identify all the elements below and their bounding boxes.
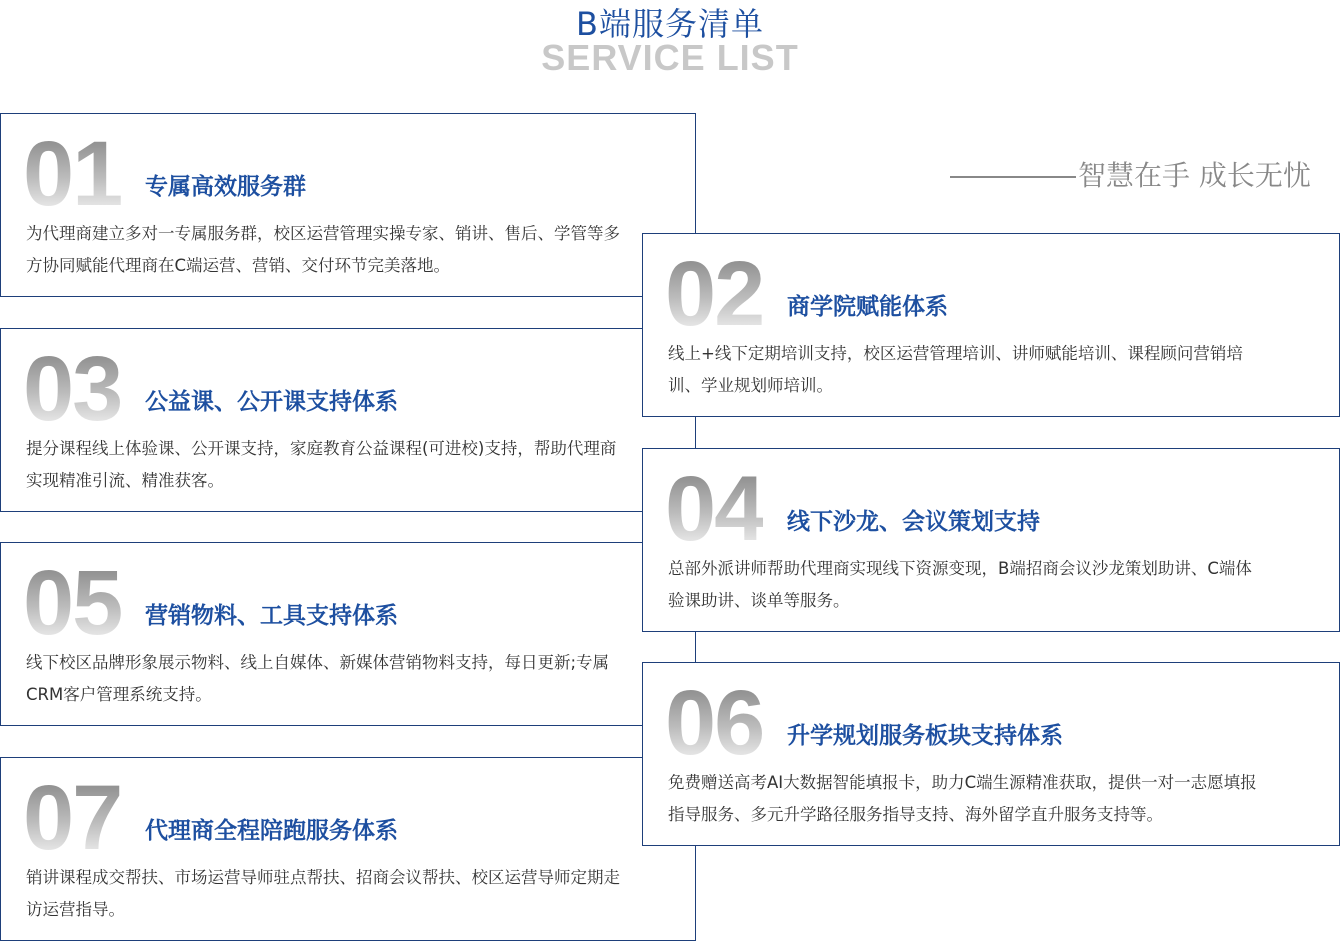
card-number: 01 [23,123,122,225]
card-number: 02 [665,243,764,345]
tagline [950,156,1330,196]
card-description: 免费赠送高考AI大数据智能填报卡，助力C端生源精准获取，提供一对一志愿填报指导服务、多元升学路径服务指导支持、海外留学直升服务支持等。 [668,773,1257,824]
card-title: 公益课、公开课支持体系 [145,389,398,415]
card-title: 营销物料、工具支持体系 [145,603,398,629]
card-title: 商学院赋能体系 [787,294,948,320]
card-number: 04 [665,458,764,560]
service-card-01 [0,113,696,297]
card-description: 为代理商建立多对一专属服务群，校区运营管理实操专家、销讲、售后、学管等多方协同赋能代理商在C端运营、营销、交付环节完美落地。 [26,224,620,275]
card-title: 线下沙龙、会议策划支持 [787,509,1040,535]
service-card-02 [642,233,1340,417]
card-title: 升学规划服务板块支持体系 [787,723,1063,749]
card-description: 销讲课程成交帮扶、市场运营导师驻点帮扶、招商会议帮扶、校区运营导师定期走访运营指导。 [26,868,620,919]
service-card-05 [0,542,696,726]
service-card-04 [642,448,1340,632]
page-subtitle: SERVICE LIST [541,37,799,78]
card-number: 05 [23,552,122,654]
service-card-03 [0,328,696,512]
card-title: 专属高效服务群 [145,174,306,200]
card-description: 线上+线下定期培训支持，校区运营管理培训、讲师赋能培训、课程顾问营销培训、学业规划师培训。 [668,344,1243,395]
card-title: 代理商全程陪跑服务体系 [145,818,398,844]
service-card-07 [0,757,696,941]
tagline-text: 智慧在手 成长无忧 [1078,159,1311,192]
tagline-dash [950,176,1076,178]
page-title: B端服务清单 [576,5,764,43]
card-number: 03 [23,338,122,440]
card-number: 06 [665,672,764,774]
card-number: 07 [23,767,122,869]
service-card-06 [642,662,1340,846]
card-description: 总部外派讲师帮助代理商实现线下资源变现，B端招商会议沙龙策划助讲、C端体验课助讲、谈单等服务。 [668,559,1252,610]
card-description: 提分课程线上体验课、公开课支持，家庭教育公益课程(可进校)支持，帮助代理商实现精准引流、精准获客。 [26,439,617,490]
card-description: 线下校区品牌形象展示物料、线上自媒体、新媒体营销物料支持，每日更新;专属CRM客户管理系统支持。 [26,653,610,704]
